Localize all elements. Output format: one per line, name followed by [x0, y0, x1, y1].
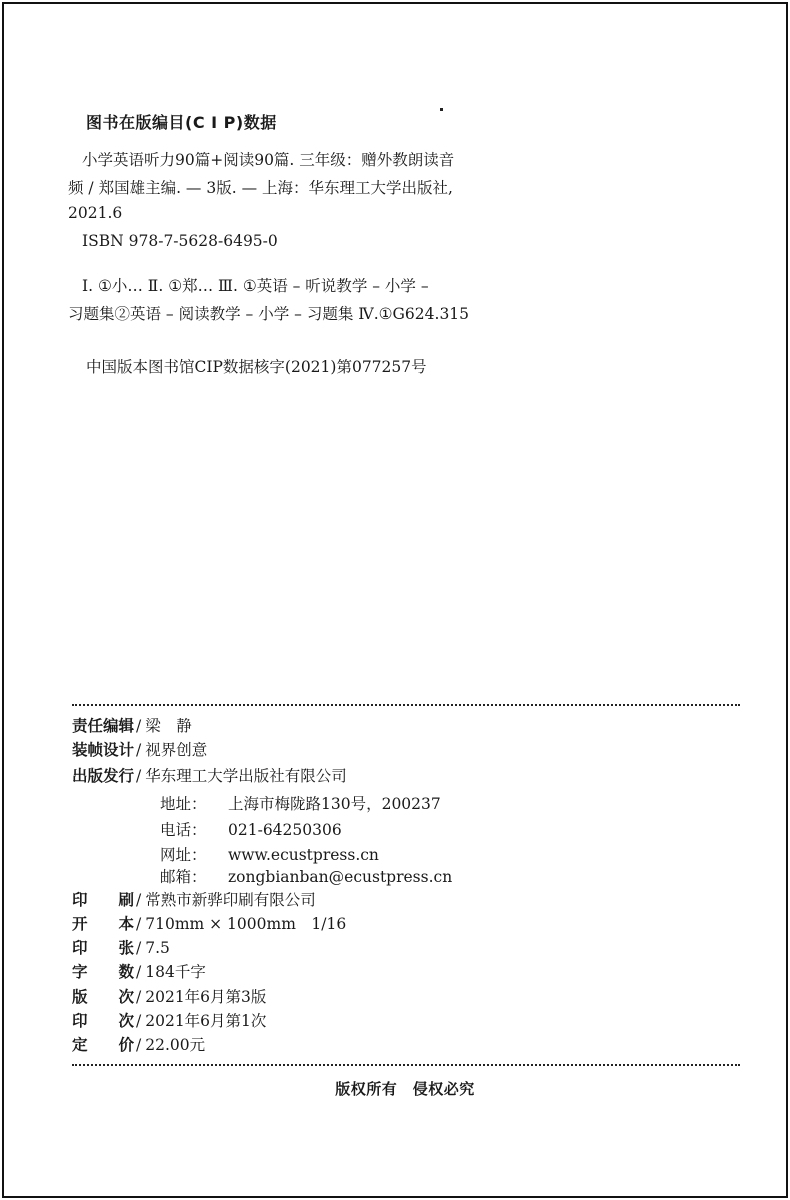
web-value: www.ecustpress.cn: [228, 846, 379, 864]
mail-value: zongbianban@ecustpress.cn: [228, 868, 453, 886]
format-label: 开 本: [72, 915, 134, 933]
dotted-divider-top: [72, 704, 740, 706]
edition-row: 版 次 / 2021年6月第3版: [72, 985, 266, 1007]
mail-row: [160, 865, 452, 887]
editor-row: 责任编辑 / 梁 静: [72, 714, 192, 736]
format-value: 710mm × 1000mm 1/16: [145, 915, 347, 933]
address-key: 地址：: [160, 795, 207, 813]
cip-date-line: 2021.6: [68, 204, 123, 222]
editor-value: 梁 静: [145, 717, 192, 735]
design-value: 视界创意: [145, 741, 208, 759]
price-row: 定 价 / 22.00元: [72, 1033, 205, 1055]
address-row: [160, 792, 441, 814]
printing-row: 印 次 / 2021年6月第1次: [72, 1009, 266, 1031]
cip-classification-1: Ⅰ. ①小… Ⅱ. ①郑… Ⅲ. ①英语 – 听说教学 – 小学 –: [82, 277, 429, 295]
design-row: 装帧设计 / 视界创意: [72, 738, 207, 760]
mail-key: 邮箱：: [160, 868, 207, 886]
printing-label: 印 次: [72, 1012, 134, 1030]
cip-verification: 中国版本图书馆CIP数据核字(2021)第077257号: [86, 358, 427, 376]
words-value: 184千字: [145, 963, 206, 981]
design-label: 装帧设计: [72, 741, 135, 759]
price-value: 22.00元: [145, 1036, 206, 1054]
cip-classification-2: 习题集②英语 – 阅读教学 – 小学 – 习题集 Ⅳ.①G624.315: [68, 305, 470, 323]
cip-isbn: ISBN 978-7-5628-6495-0: [82, 232, 278, 250]
editor-label: 责任编辑: [72, 717, 135, 735]
edition-label: 版 次: [72, 988, 134, 1006]
words-row: 字 数 / 184千字: [72, 960, 206, 982]
sheets-value: 7.5: [145, 939, 170, 957]
copyright-notice: 版权所有 侵权必究: [335, 1080, 475, 1098]
format-row: 开 本 / 710mm × 1000mm 1/16: [72, 912, 346, 934]
publisher-value: 华东理工大学出版社有限公司: [145, 767, 347, 785]
printer-value: 常熟市新骅印刷有限公司: [145, 891, 316, 909]
print-speck: [440, 108, 443, 111]
publisher-row: 出版发行 / 华东理工大学出版社有限公司: [72, 764, 347, 786]
address-value: 上海市梅陇路130号，200237: [228, 795, 441, 813]
words-label: 字 数: [72, 963, 134, 981]
web-row: [160, 843, 379, 865]
cip-title: 图书在版编目(C I P)数据: [86, 113, 277, 132]
sheets-row: 印 张 / 7.5: [72, 936, 170, 958]
phone-key: 电话：: [160, 821, 207, 839]
phone-row: [160, 818, 342, 840]
printer-row: 印 刷 / 常熟市新骅印刷有限公司: [72, 888, 316, 910]
cip-author-line: 频 / 郑国雄主编. — 3版. — 上海：华东理工大学出版社,: [68, 179, 453, 197]
price-label: 定 价: [72, 1036, 134, 1054]
phone-value: 021-64250306: [228, 821, 342, 839]
sheets-label: 印 张: [72, 939, 134, 957]
printer-label: 印 刷: [72, 891, 134, 909]
web-key: 网址：: [160, 846, 207, 864]
publisher-label: 出版发行: [72, 767, 135, 785]
dotted-divider-bottom: [72, 1064, 740, 1066]
printing-value: 2021年6月第1次: [145, 1012, 267, 1030]
edition-value: 2021年6月第3版: [145, 988, 267, 1006]
cip-title-line: 小学英语听力90篇+阅读90篇. 三年级：赠外教朗读音: [82, 151, 455, 169]
